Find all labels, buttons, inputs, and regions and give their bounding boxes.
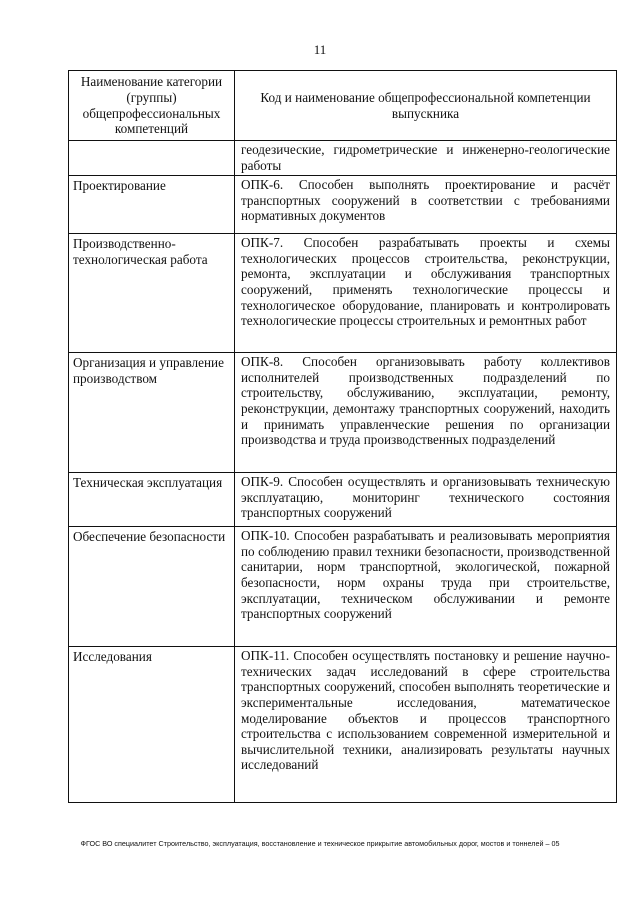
table-row: [69, 647, 617, 803]
competency-cell: [235, 234, 617, 353]
table-header-row: [69, 71, 617, 141]
category-cell: Производственно-технологическая работа: [69, 234, 235, 353]
competency-cell: [235, 647, 617, 803]
table-row: [69, 234, 617, 353]
competency-text: геодезические, гидрометрические и инженерно-геологические работы: [241, 142, 610, 173]
category-cell: Техническая эксплуатация: [69, 473, 235, 527]
competency-text: ОПК-10. Способен разрабатывать и реализовывать мероприятия по соблюдению правил техники безопасности, производственной санитарии, норм транспортной, экологической, пожарной безопасности, норм охраны труда при строительстве, эксплуатации, техническом обслуживании и ремонте транспортных сооружений: [241, 528, 610, 622]
page-footer: ФГОС ВО специалитет Строительство, эксплуатация, восстановление и техническое прикрытие автомобильных дорог, мостов и тоннелей – 05: [80, 839, 560, 848]
competency-cell: [235, 473, 617, 527]
header-category: Наименование категории (группы) общепрофессиональных компетенций: [69, 71, 235, 141]
category-cell: Организация и управление производством: [69, 353, 235, 473]
competency-text: ОПК-7. Способен разрабатывать проекты и схемы технологических процессов строительства, реконструкции, ремонта, эксплуатации и обслуживания транспортных сооружений, применять технологические процессы и технологическое оборудование, планировать и контролировать технологические процессы строительных и ремонтных работ: [241, 235, 610, 329]
competency-cell: [235, 527, 617, 647]
competency-text: ОПК-6. Способен выполнять проектирование и расчёт транспортных сооружений в соответствии с требованиями нормативных документов: [241, 177, 610, 224]
table-row: [69, 473, 617, 527]
table-row: [69, 176, 617, 234]
competency-text: ОПК-9. Способен осуществлять и организовывать техническую эксплуатацию, мониторинг технического состояния транспортных сооружений: [241, 474, 610, 521]
header-competency: Код и наименование общепрофессиональной компетенции выпускника: [235, 71, 617, 141]
category-cell: Обеспечение безопасности: [69, 527, 235, 647]
competency-cell: [235, 141, 617, 176]
competency-table: [68, 70, 617, 803]
competency-text: ОПК-11. Способен осуществлять постановку и решение научно-технических задач исследований в сфере строительства транспортных сооружений, способен выполнять теоретические и экспериментальные исследования, математическое моделирование объектов и процессов транспортного строительства с использованием современной измерительной и вычислительной техники, анализировать результаты научных исследований: [241, 648, 610, 773]
table-row: [69, 141, 617, 176]
category-cell: Исследования: [69, 647, 235, 803]
competency-text: ОПК-8. Способен организовывать работу коллективов исполнителей производственных подразделений по строительству, обслуживанию, эксплуатации, ремонту, реконструкции, демонтажу транспортных сооружений, находить и принимать управленческие решения по организации производства и труда производственных подразделений: [241, 354, 610, 448]
table-row: [69, 527, 617, 647]
competency-cell: [235, 176, 617, 234]
table-row: [69, 353, 617, 473]
competency-cell: [235, 353, 617, 473]
category-cell: Проектирование: [69, 176, 235, 234]
page-number: 11: [313, 42, 327, 57]
category-cell: [69, 141, 235, 176]
